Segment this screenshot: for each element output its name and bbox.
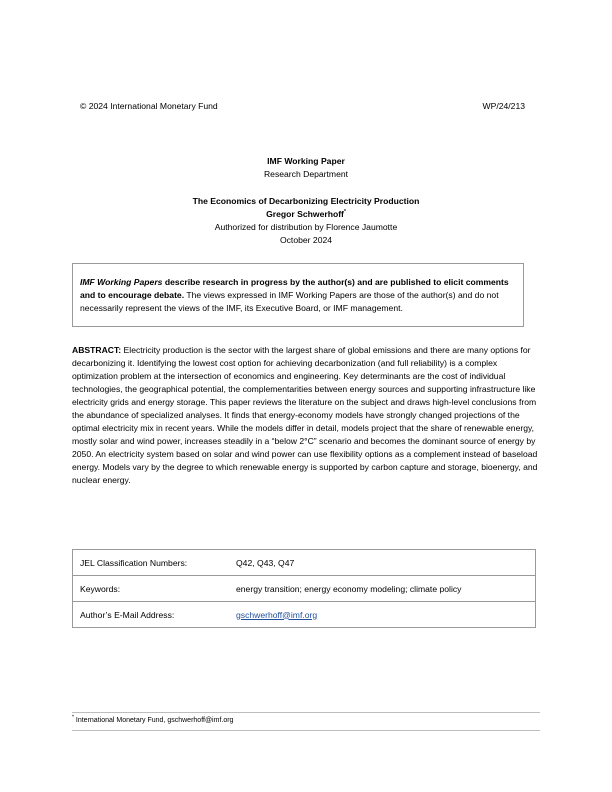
paper-title: The Economics of Decarbonizing Electricity Production (192, 196, 420, 206)
disclaimer-bold-text: describe research in progress by the author(s) and are published to elicit comments and to encourage debate. (80, 277, 509, 300)
footnote (72, 714, 234, 724)
page-header (80, 101, 530, 111)
author-name-text: Gregor Schwerhoff (266, 209, 344, 219)
email-label: Author’s E-Mail Address: (73, 602, 237, 628)
paper-info-table (72, 549, 536, 628)
abstract-text: Electricity production is the sector with the largest share of global emissions and there are many options for decarbonizing it. Identifying the lowest cost option for achieving decarbonization (and full reliability) is a complex optimization problem at the intersection of economics and engineering. Key determinants are the cost of individual technologies, the geographical potential, the complementarities between energy sources and supporting infrastructure like electricity grids and energy storage. This paper reviews the literature on the subject and draws high-level conclusions from the abundance of specialized analyses. It finds that energy-economy models have strongly changed projections of the optimal electricity mix in recent years. While the models differ in detail, models project that the share of renewable energy, mostly solar and wind power, increases steadily in a “below 2°C” scenario and becomes the dominant source of energy by 2050. An electricity system based on solar and wind power can use flexibility options as a complement instead of baseload energy. Models vary by the degree to which renewable energy is supported by carbon capture and storage, bioenergy, and nuclear energy. (72, 345, 538, 485)
footnote-text: International Monetary Fund, gschwerhoff@imf.org (73, 717, 234, 724)
paper-date: October 2024 (279, 235, 333, 245)
table-row (73, 576, 536, 602)
footnote-mark: * (72, 714, 74, 721)
department: Research Department (263, 169, 349, 179)
disclaimer-series-name: IMF Working Papers (80, 277, 163, 287)
author-footnote-mark: * (343, 209, 346, 216)
table-row (73, 602, 536, 628)
jel-label: JEL Classification Numbers: (73, 550, 237, 576)
disclaimer-box (72, 263, 524, 327)
keywords-value: energy transition; energy economy modeling; climate policy (236, 576, 536, 602)
footnote-bottom-rule (72, 730, 540, 731)
keywords-label: Keywords: (73, 576, 237, 602)
author-email-link[interactable]: gschwerhoff@imf.org (236, 609, 318, 620)
abstract-label: ABSTRACT: (72, 345, 122, 355)
footnote-divider (72, 712, 540, 713)
disclaimer-plain-text: The views expressed in IMF Working Papers are those of the author(s) and do not necessarily represent the views of the IMF, its Executive Board, or IMF management. (80, 290, 499, 313)
table-row (73, 550, 536, 576)
author-name (0, 208, 612, 221)
authorization-line: Authorized for distribution by Florence Jaumotte (214, 222, 398, 232)
copyright-notice: © 2024 International Monetary Fund (80, 101, 218, 111)
jel-value: Q42, Q43, Q47 (236, 550, 536, 576)
paper-number: WP/24/213 (482, 101, 525, 111)
email-cell (236, 602, 536, 628)
abstract (72, 344, 540, 487)
series-title: IMF Working Paper (267, 156, 345, 166)
